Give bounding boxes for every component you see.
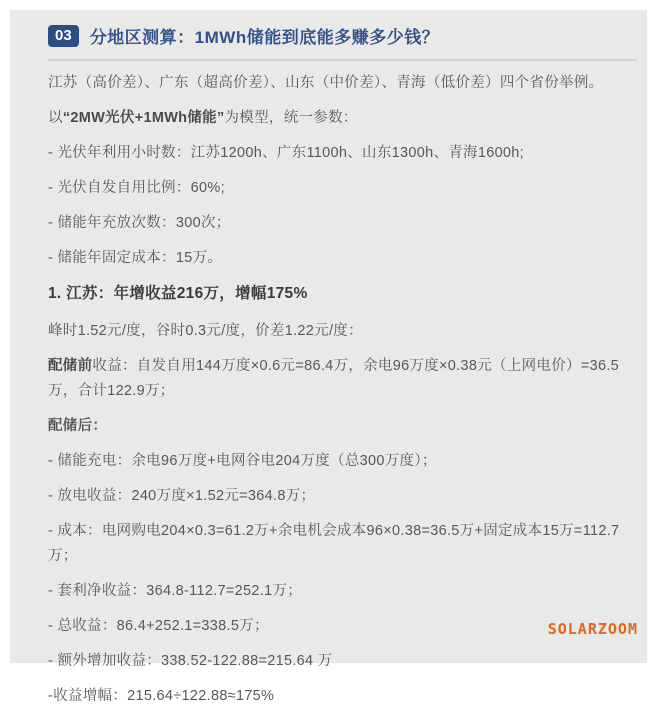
param-self-use-ratio: - 光伏自发自用比例：60%; bbox=[48, 180, 225, 196]
param-fixed-cost: - 储能年固定成本：15万。 bbox=[48, 250, 223, 266]
after-item-extra-revenue: - 额外增加收益：338.52-122.88=215.64 万 bbox=[48, 653, 333, 669]
solarzoom-watermark: SOLARZOOM bbox=[547, 620, 638, 638]
after-item-charging: - 储能充电：余电96万度+电网谷电204万度（总300万度）； bbox=[48, 453, 437, 469]
jiangsu-heading: 1. 江苏：年增收益216万，增幅175% bbox=[48, 285, 308, 302]
model-prefix: 以 bbox=[48, 110, 63, 126]
after-item-discharge-revenue: - 放电收益：240万度×1.52元=364.8万； bbox=[48, 488, 316, 504]
model-paragraph bbox=[48, 106, 637, 131]
header-divider bbox=[48, 59, 637, 61]
section-number-badge: 03 bbox=[48, 25, 79, 47]
jiangsu-price-line: 峰时1.52元/度，谷时0.3元/度，价差1.22元/度： bbox=[48, 323, 363, 339]
before-storage-paragraph bbox=[48, 354, 637, 404]
after-item-revenue-growth: -收益增幅：215.64÷122.88≈175% bbox=[48, 688, 275, 704]
article-content bbox=[10, 10, 647, 709]
model-suffix: 为模型，统一参数： bbox=[224, 110, 358, 126]
after-storage-label: 配储后： bbox=[48, 418, 108, 434]
intro-paragraph: 江苏（高价差）、广东（超高价差）、山东（中价差）、青海（低价差）四个省份举例。 bbox=[48, 75, 604, 91]
param-utilization-hours: - 光伏年利用小时数：江苏1200h、广东1100h、山东1300h、青海1600h; bbox=[48, 145, 524, 161]
before-storage-bold: 配储前 bbox=[48, 358, 93, 374]
param-cycle-count: - 储能年充放次数：300次； bbox=[48, 215, 231, 231]
after-item-total-revenue: - 总收益：86.4+252.1=338.5万； bbox=[48, 618, 269, 634]
model-bold: “2MW光伏+1MWh储能” bbox=[62, 110, 225, 126]
after-item-cost: - 成本：电网购电204×0.3=61.2万+余电机会成本96×0.38=36.5万+固定成本15万=112.7万； bbox=[48, 523, 620, 564]
section-title: 分地区测算：1MWh储能到底能多赚多少钱？ bbox=[89, 28, 440, 47]
article-panel bbox=[10, 10, 647, 704]
after-item-arbitrage-net: - 套利净收益：364.8-112.7=252.1万； bbox=[48, 583, 303, 599]
section-header bbox=[48, 23, 637, 48]
before-storage-rest: 收益：自发自用144万度×0.6元=86.4万，余电96万度×0.38元（上网电价）=36.5万，合计122.9万； bbox=[48, 358, 620, 399]
